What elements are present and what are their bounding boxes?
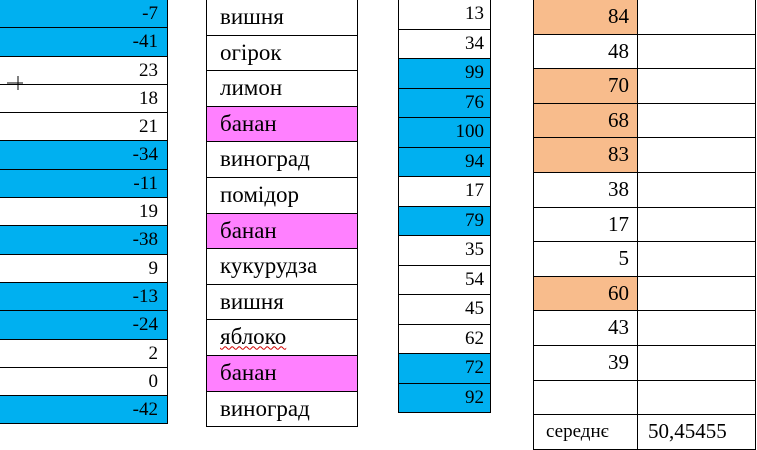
cell-d-11[interactable]: 39 (534, 346, 637, 381)
cell-c-12[interactable]: 62 (399, 325, 490, 355)
cell-d-8[interactable]: 5 (534, 242, 637, 277)
cell-e-2[interactable] (636, 35, 755, 70)
cell-c-6[interactable]: 94 (399, 148, 490, 178)
cell-a-7[interactable]: -11 (0, 170, 167, 198)
cell-b-12[interactable]: виноград (207, 392, 357, 428)
cell-e-4[interactable] (636, 104, 755, 139)
column-e-average (636, 0, 756, 450)
cell-a-11[interactable]: -13 (0, 283, 167, 311)
cell-a-12[interactable]: -24 (0, 311, 167, 339)
cell-d-12[interactable] (534, 381, 637, 416)
column-c-numbers (398, 0, 491, 413)
cell-c-8[interactable]: 79 (399, 207, 490, 237)
cell-a-1[interactable]: -7 (0, 0, 167, 28)
column-b-fruits (206, 0, 358, 427)
cell-b-6[interactable]: помідор (207, 178, 357, 214)
cell-d-1[interactable]: 84 (534, 0, 637, 35)
cell-e-8[interactable] (636, 242, 755, 277)
cell-c-3[interactable]: 99 (399, 59, 490, 89)
cell-a-9[interactable]: -38 (0, 226, 167, 254)
cell-b-2[interactable]: огірок (207, 36, 357, 72)
cell-c-5[interactable]: 100 (399, 118, 490, 148)
cell-c-1[interactable]: 13 (399, 0, 490, 30)
cell-cursor-icon (7, 75, 23, 91)
cell-c-2[interactable]: 34 (399, 30, 490, 60)
cell-a-3[interactable]: 23 (0, 57, 167, 85)
cell-c-13[interactable]: 72 (399, 354, 490, 384)
cell-c-10[interactable]: 54 (399, 266, 490, 296)
cell-e-6[interactable] (636, 173, 755, 208)
spellcheck-underlined-text: яблоко (220, 324, 287, 350)
cell-e-7[interactable] (636, 208, 755, 243)
cell-d-10[interactable]: 43 (534, 311, 637, 346)
cell-e-5[interactable] (636, 138, 755, 173)
cell-d-5[interactable]: 83 (534, 138, 637, 173)
cell-b-9[interactable]: вишня (207, 285, 357, 321)
cell-b-11[interactable]: банан (207, 356, 357, 392)
cell-d-6[interactable]: 38 (534, 173, 637, 208)
cell-c-9[interactable]: 35 (399, 236, 490, 266)
cell-b-5[interactable]: виноград (207, 142, 357, 178)
cell-d-4[interactable]: 68 (534, 104, 637, 139)
column-a-numbers (0, 0, 168, 424)
cell-a-10[interactable]: 9 (0, 255, 167, 283)
cell-d-13[interactable]: середнє (534, 415, 637, 450)
cell-c-14[interactable]: 92 (399, 384, 490, 414)
cell-e-9[interactable] (636, 277, 755, 312)
cell-b-7[interactable]: банан (207, 214, 357, 250)
cell-a-2[interactable]: -41 (0, 28, 167, 56)
cell-c-4[interactable]: 76 (399, 89, 490, 119)
cell-a-15[interactable]: -42 (0, 396, 167, 424)
cell-c-11[interactable]: 45 (399, 295, 490, 325)
cell-e-13[interactable]: 50,45455 (636, 415, 755, 450)
cell-a-13[interactable]: 2 (0, 340, 167, 368)
cell-a-14[interactable]: 0 (0, 368, 167, 396)
cell-c-7[interactable]: 17 (399, 177, 490, 207)
cell-d-7[interactable]: 17 (534, 208, 637, 243)
cell-b-8[interactable]: кукурудза (207, 249, 357, 285)
cell-e-10[interactable] (636, 311, 755, 346)
cell-d-3[interactable]: 70 (534, 69, 637, 104)
cell-b-10[interactable] (207, 320, 357, 356)
cell-d-9[interactable]: 60 (534, 277, 637, 312)
cell-e-3[interactable] (636, 69, 755, 104)
cell-e-11[interactable] (636, 346, 755, 381)
cell-e-12[interactable] (636, 381, 755, 416)
cell-b-1[interactable]: вишня (207, 0, 357, 36)
cell-b-3[interactable]: лимон (207, 71, 357, 107)
cell-a-6[interactable]: -34 (0, 141, 167, 169)
cell-b-4[interactable]: банан (207, 107, 357, 143)
cell-d-2[interactable]: 48 (534, 35, 637, 70)
cell-a-5[interactable]: 21 (0, 113, 167, 141)
column-d-numbers (533, 0, 638, 450)
cell-a-8[interactable]: 19 (0, 198, 167, 226)
cell-e-1[interactable] (636, 0, 755, 35)
cell-a-4[interactable]: 18 (0, 85, 167, 113)
